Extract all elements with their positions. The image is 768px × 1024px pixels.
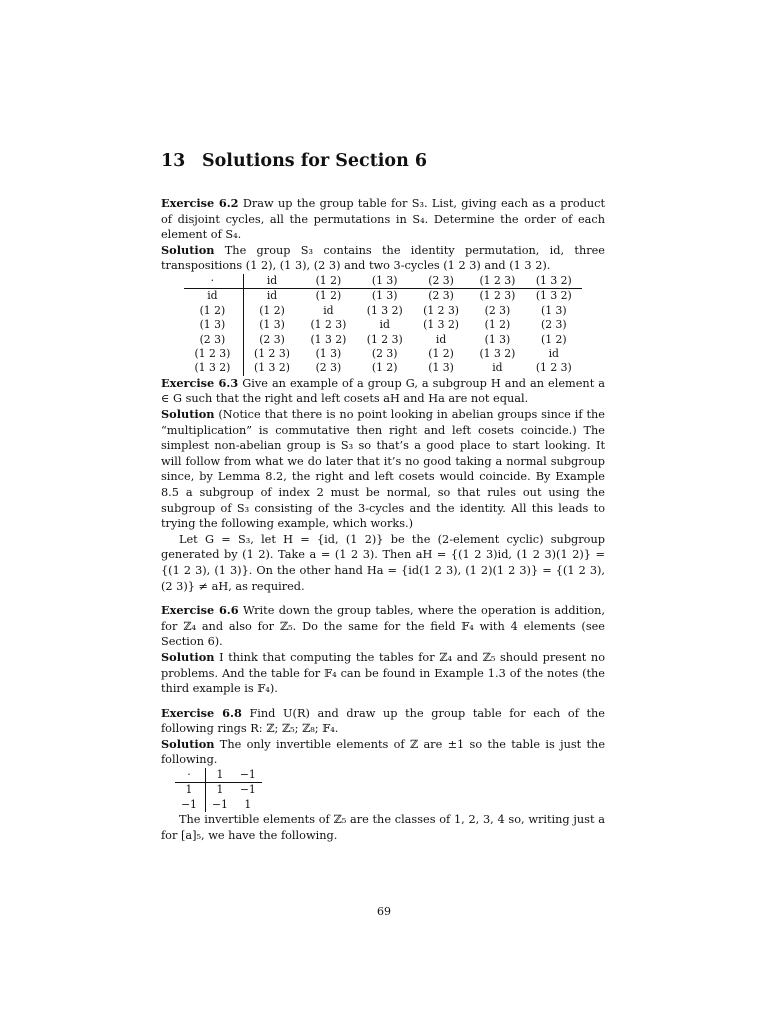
solution-label: Solution (161, 242, 215, 257)
exercise-6-2 (161, 196, 605, 243)
table-cell: (2 3) (315, 361, 342, 375)
row-label-cell: 1 (175, 783, 205, 798)
row-label-cell: · (175, 768, 205, 783)
table-cell: (1 2 3) (535, 361, 572, 375)
page-content (161, 150, 605, 843)
table-cell: (1 2) (484, 318, 511, 332)
table-cell: (1 3 2) (254, 361, 290, 375)
solution-label: Solution (161, 649, 215, 664)
table-row (184, 361, 582, 375)
table-header-row (175, 768, 262, 783)
solution-6-8-paragraph-2: The invertible elements of ℤ₅ are the classes of 1, 2, 3, 4 so, writing just a for [a]₅, we have the following. (161, 813, 605, 842)
table-cell: id (548, 347, 559, 360)
table-header-row (184, 274, 582, 289)
table-row (184, 318, 582, 332)
table-row (184, 289, 582, 304)
table-cell: (1 2 3) (423, 303, 460, 317)
table-cell: (1 3) (540, 303, 567, 317)
row-label-cell: (1 2 3) (184, 347, 243, 361)
table-cell: (1 3) (371, 289, 398, 303)
exercise-label: Exercise 6.3 (161, 375, 239, 390)
table-cell: (1 3) (428, 361, 454, 375)
exercise-text: Write down the group tables, where the operation is addition, for ℤ₄ and also for ℤ₅. Do the same for the field 𝔽₄ with 4 elements (see Section 6). (161, 604, 605, 649)
solution-text: I think that computing the tables for ℤ₄ and ℤ₅ should present no problems. And the table for 𝔽₄ can be found in Example 1.3 of the notes (the third example is 𝔽₄). (161, 650, 605, 696)
exercise-6-3 (161, 376, 605, 407)
solution-6-6 (161, 650, 605, 697)
section-title: Solutions for Section 6 (202, 151, 428, 171)
table-cell: −1 (211, 797, 228, 811)
solution-text: The only invertible elements of ℤ are ±1 so the table is just the following. (161, 737, 605, 767)
table-row (175, 783, 262, 798)
row-label-cell: (1 2) (184, 304, 243, 318)
solution-6-8 (161, 737, 605, 768)
exercise-label: Exercise 6.8 (161, 705, 242, 720)
row-label-cell: (1 3 2) (184, 361, 243, 375)
solution-text: (Notice that there is no point looking in abelian groups since if the “multiplication” is commutative then right and left cosets coincide.) The simplest non-abelian group is S₃ so that’s a good place to start looking. It will follow from what we do later that it’s no good taking a normal subgroup since, by Lemma 8.2, the right and left cosets would coincide. By Example 8.5 a subgroup of index 2 must be normal, so that rules out using the subgroup of S₃ consisting of the 3-cycles and the identity. All this leads to trying the following example, which works.) (161, 408, 605, 531)
table-cell: (1 2) (315, 289, 342, 303)
table-cell: id (492, 361, 503, 375)
section-heading (161, 150, 605, 172)
row-label-cell: (2 3) (184, 333, 243, 347)
table-cell: id (266, 289, 278, 303)
section-number: 13 (161, 151, 186, 171)
table-cell: (1 3) (259, 318, 285, 332)
table-cell: (1 3) (315, 347, 342, 360)
table-cell: (1 2) (428, 347, 454, 360)
table-cell: id (435, 332, 447, 346)
exercise-label: Exercise 6.6 (161, 603, 239, 618)
table-cell: (1 2 3) (479, 289, 516, 303)
table-row (184, 304, 582, 318)
table-cell: (1 2) (540, 332, 567, 346)
exercise-label: Exercise 6.2 (161, 196, 239, 210)
solution-6-3 (161, 407, 605, 532)
table-cell: (1 3) (484, 332, 511, 346)
row-label-cell: · (184, 274, 243, 289)
table-cell: id (243, 274, 300, 289)
table-cell: (1 3 2) (535, 289, 572, 303)
solution-6-3-paragraph-2: Let G = S₃, let H = {id, (1 2)} be the (2-element cyclic) subgroup generated by (1 2). Take a = (1 2 3). Then aH = {(1 2 3)id, (1 2 3)(1 2)} = {(1 2 3), (1 3)}. On the other hand Ha = {id(1 2 3), (1 2)(1 2 3)} = {(1 2 3), (2 3)} ≠ aH, as required. (161, 532, 605, 593)
row-label-cell: −1 (175, 798, 205, 812)
table-cell: id (323, 303, 334, 317)
table-cell: (2 3) (413, 274, 469, 289)
solution-text: The group S₃ contains the identity permutation, id, three transpositions (1 2), (1 3), (2 3) and two 3-cycles (1 2 3) and (1 3 2). (161, 243, 605, 273)
table-cell: (2 3) (484, 303, 511, 317)
table-cell: (2 3) (540, 318, 567, 332)
table-cell: (1 2 3) (366, 332, 403, 346)
table-cell: (2 3) (259, 332, 285, 346)
page-number: 69 (377, 905, 391, 918)
table-cell: (2 3) (428, 289, 454, 303)
table-cell: −1 (239, 783, 256, 797)
table-cell: (1 3 2) (423, 318, 460, 332)
table-cell: (1 3 2) (366, 303, 403, 317)
table-row (184, 333, 582, 347)
table-cell: (2 3) (371, 347, 398, 360)
table-cell: −1 (234, 768, 262, 783)
table-cell: (1 2 3) (310, 318, 347, 332)
solution-6-2 (161, 243, 605, 274)
table-cell: (1 2) (259, 303, 285, 317)
exercise-6-6 (161, 603, 605, 650)
solution-label: Solution (161, 736, 215, 751)
table-cell: (1 3 2) (479, 347, 516, 360)
table-cell: 1 (244, 797, 252, 811)
exercise-6-8 (161, 706, 605, 737)
solution-label: Solution (161, 407, 215, 421)
table-cell: (1 2 3) (254, 347, 290, 360)
z-units-table (175, 768, 262, 812)
table-cell: (1 2) (300, 274, 356, 289)
table-cell: 1 (216, 783, 224, 797)
table-cell: (1 3 2) (526, 274, 582, 289)
row-label-cell: (1 3) (184, 318, 243, 332)
table-row (184, 347, 582, 361)
s3-group-table (184, 274, 582, 376)
exercise-text: Draw up the group table for S₃. List, giving each as a product of disjoint cycles, all the permutations in S₄. Determine the order of each element of S₄. (161, 197, 605, 242)
table-cell: 1 (205, 768, 233, 783)
table-cell: (1 2) (371, 361, 398, 375)
table-cell: (1 2 3) (469, 274, 525, 289)
exercise-text: Find U(R) and draw up the group table for each of the following rings R: ℤ; ℤ₅; ℤ₈; 𝔽₄. (161, 706, 605, 736)
table-cell: (1 3 2) (310, 332, 347, 346)
exercise-text: Give an example of a group G, a subgroup H and an element a ∈ G such that the right and left cosets aH and Ha are not equal. (161, 376, 605, 406)
table-cell: id (379, 318, 390, 332)
table-cell: (1 3) (357, 274, 413, 289)
row-label-cell: id (184, 289, 243, 304)
table-row (175, 798, 262, 812)
